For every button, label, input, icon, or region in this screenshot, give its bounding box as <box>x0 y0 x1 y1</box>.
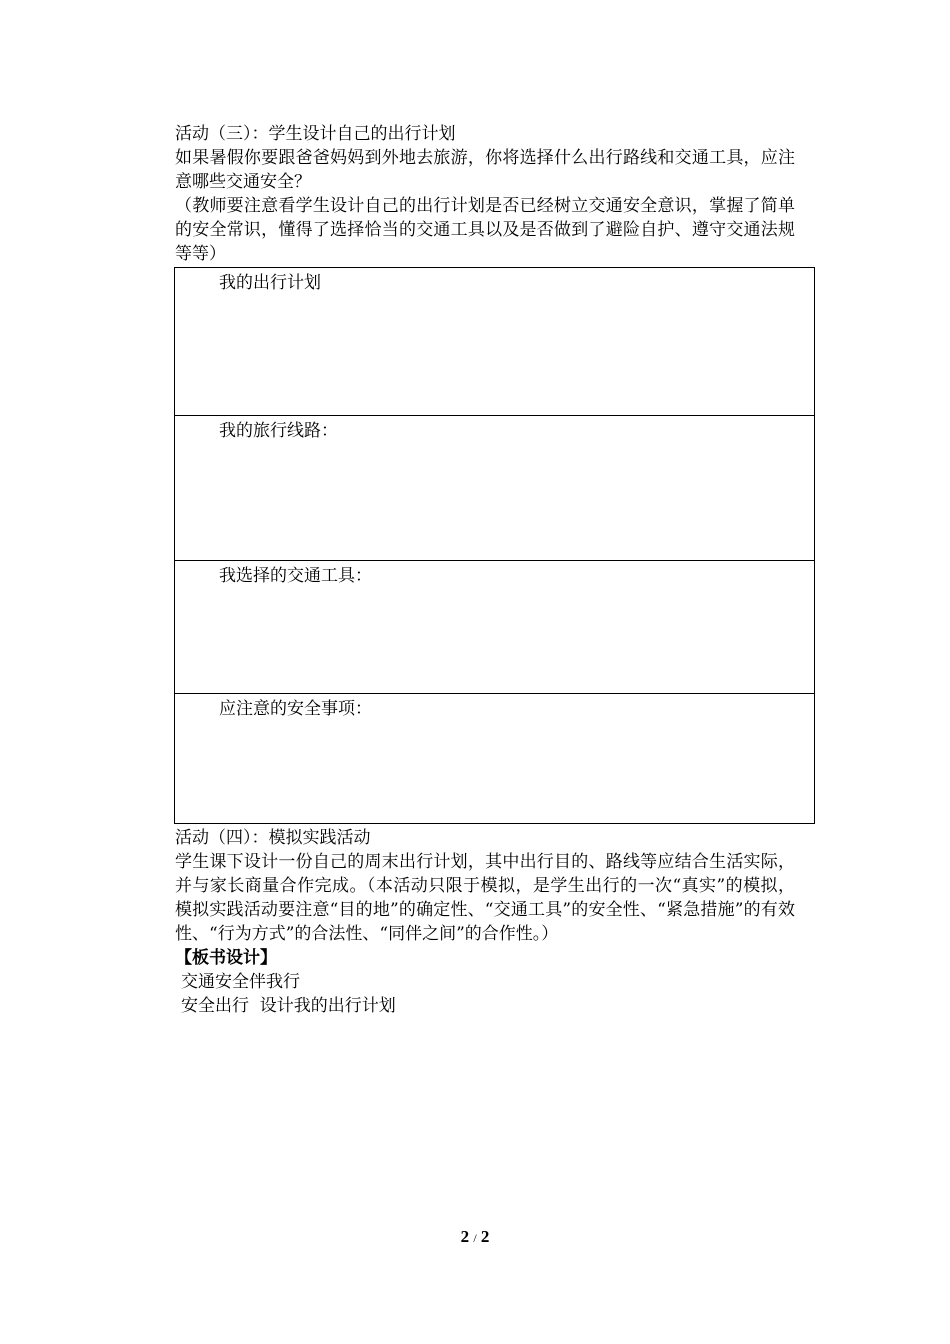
activity3-question: 如果暑假你要跟爸爸妈妈到外地去旅游，你将选择什么出行路线和交通工具，应注意哪些交通安全？ <box>175 148 795 192</box>
plan-cell-safety <box>175 694 815 824</box>
page-separator: / <box>473 1231 477 1245</box>
activity4-title: 活动（四）：模拟实践活动 <box>175 828 371 848</box>
plan-cell-transport <box>175 561 815 694</box>
table-row <box>175 416 815 561</box>
travel-plan-table <box>174 267 815 824</box>
plan-label-route: 我的旅行线路： <box>219 421 338 441</box>
page-number <box>0 1227 950 1247</box>
plan-label-transport: 我选择的交通工具： <box>219 566 372 586</box>
board-design-line1: 交通安全伴我行 <box>181 972 300 992</box>
activity3-title: 活动（三）：学生设计自己的出行计划 <box>175 124 456 144</box>
table-row <box>175 561 815 694</box>
current-page: 2 <box>460 1227 470 1246</box>
plan-cell-travel-plan <box>175 268 815 416</box>
plan-label-safety: 应注意的安全事项： <box>219 699 372 719</box>
activity3-teacher-note: （教师要注意看学生设计自己的出行计划是否已经树立交通安全意识，掌握了简单的安全常识，懂得了选择恰当的交通工具以及是否做到了避险自护、遵守交通法规等等） <box>175 196 795 264</box>
board-design-line2: 安全出行 设计我的出行计划 <box>181 996 396 1016</box>
plan-cell-route <box>175 416 815 561</box>
table-row <box>175 694 815 824</box>
activity4-body: 学生课下设计一份自己的周末出行计划，其中出行目的、路线等应结合生活实际，并与家长商量合作完成。（本活动只限于模拟，是学生出行的一次“真实”的模拟，模拟实践活动要注意“目的地”的确定性、“交通工具”的安全性、“紧急措施”的有效性、“行为方式”的合法性、“同伴之间”的合作性。） <box>175 852 795 944</box>
plan-label-travel-plan: 我的出行计划 <box>219 273 321 293</box>
total-pages: 2 <box>480 1227 490 1246</box>
page-content <box>175 122 795 1018</box>
table-row <box>175 268 815 416</box>
board-design-heading: 【板书设计】 <box>175 948 277 968</box>
